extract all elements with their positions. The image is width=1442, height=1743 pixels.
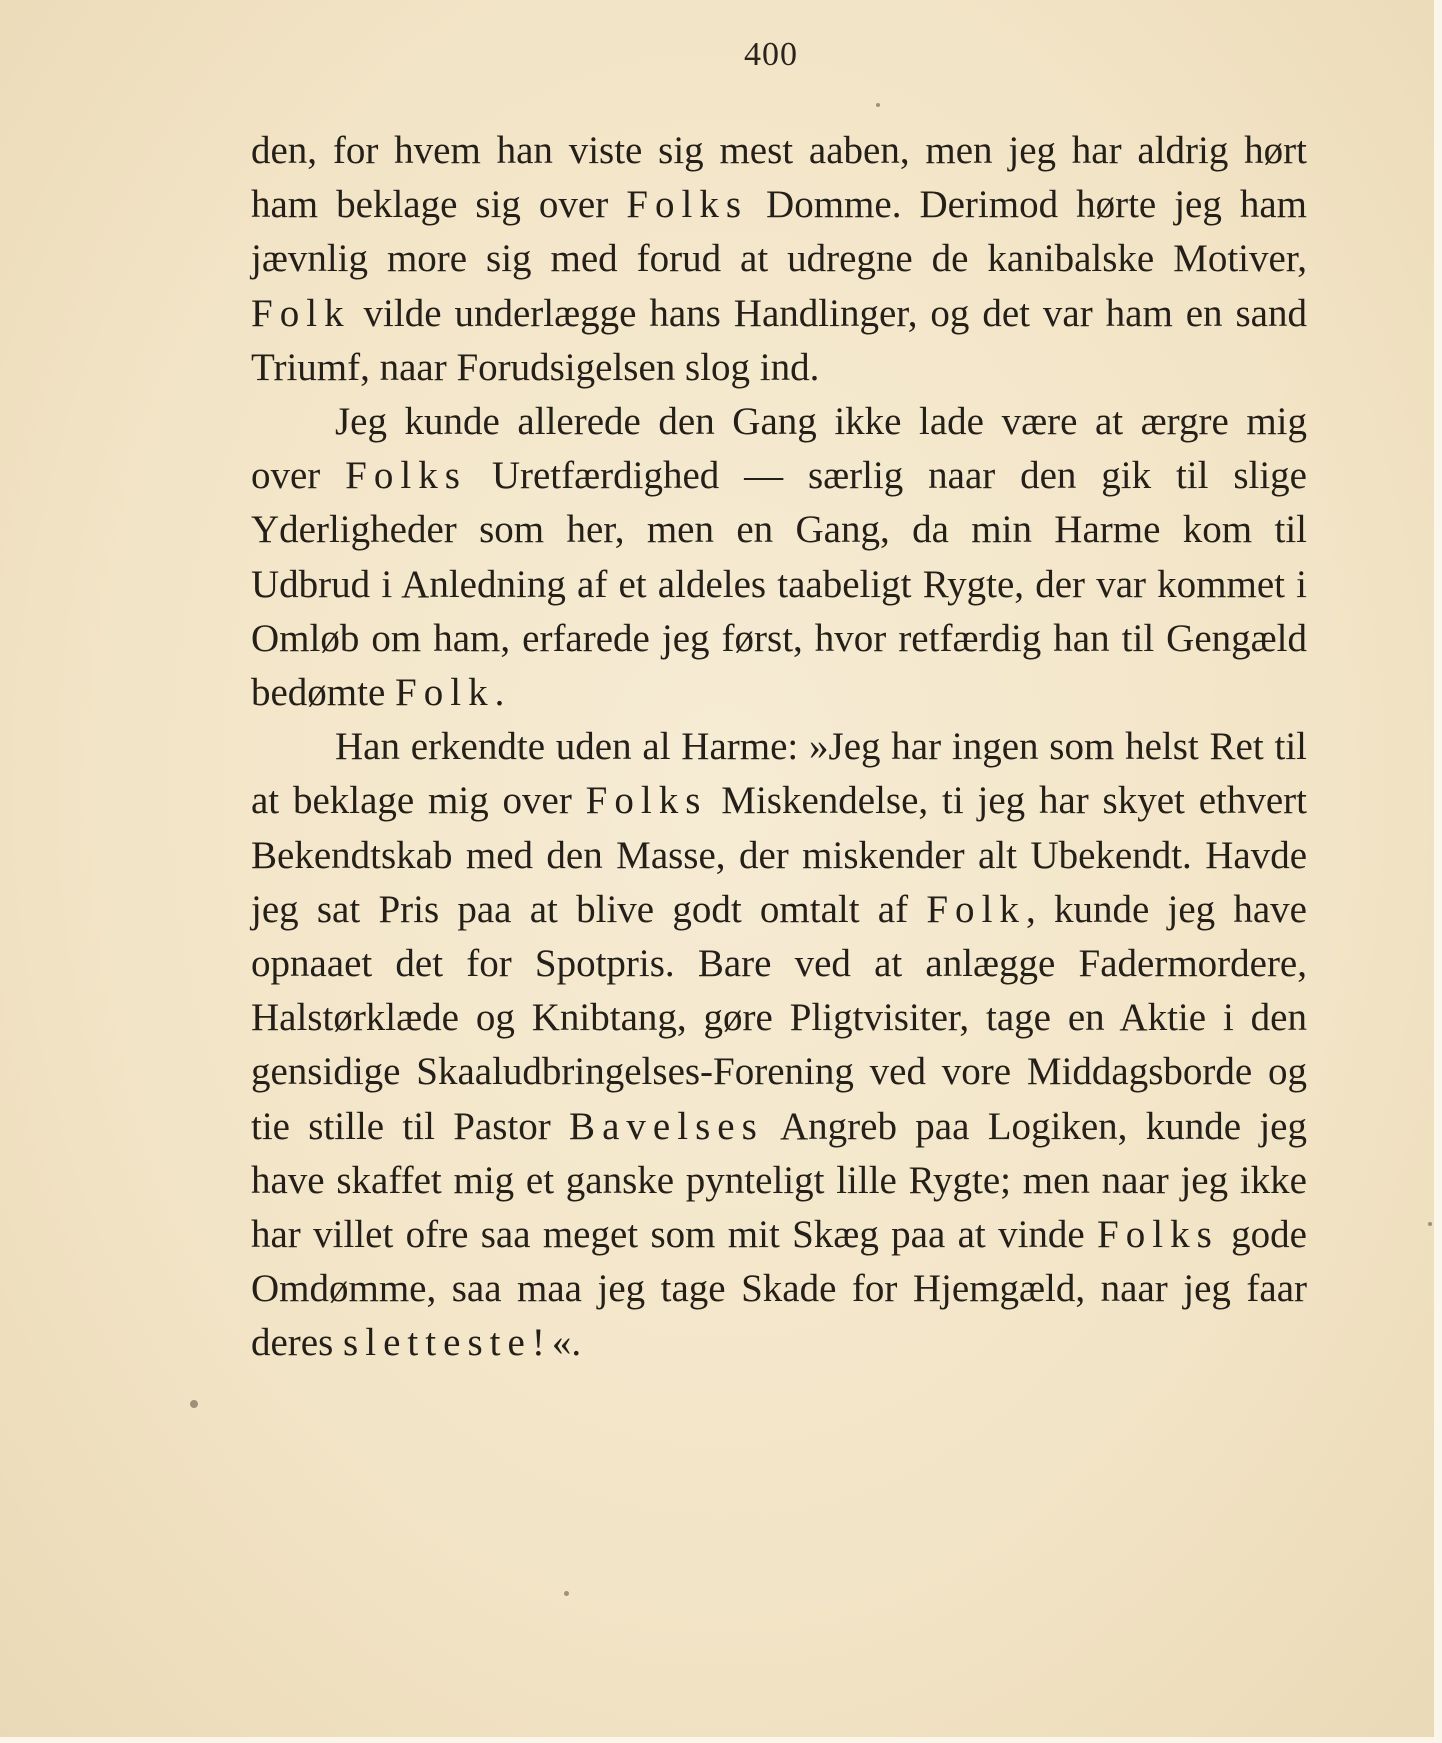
text-segment: Miskendelse, ti jeg har skyet ethvert Bekendtskab med den Masse, der miskender alt Ubekendt. Havde jeg sat Pris paa at blive godt omtalt af [251,779,1307,931]
text-segment: «. [551,1321,582,1365]
page-edge-right [1434,0,1442,1743]
text-segment: Uretfærdighed — særlig naar den gik til slige Yderligheder som her, men en Gang, da min Harme kom til Udbrud i Anledning af et aldeles taabeligt Rygte, der var kommet i Omløb om ham, erfarede jeg først, hvor retfærdig han til Gengæld bedømte [251,454,1307,715]
spaced-name-text: Folk [926,887,1026,931]
text-segment: den, for hvem han viste sig mest aaben, men jeg har aldrig hørt ham beklage sig over [251,129,1307,227]
spaced-name-text: Folk [251,291,351,335]
paragraph-2 [251,395,1307,720]
paragraph-3 [251,720,1307,1370]
paper-speck [1428,1222,1432,1226]
paper-speck [190,1400,198,1408]
spaced-name-text: Folks [1097,1213,1219,1257]
text-segment: Angreb paa Logiken, kunde jeg have skaffet mig et ganske pynteligt lille Rygte; men naar jeg ikke har villet ofre saa meget som mit Skæg paa at vinde [251,1104,1307,1257]
text-segment: , kunde jeg have opnaaet det for Spotpris. Bare ved at anlægge Fadermordere, Halstørklæde og Knibtang, gøre Pligtvisiter, tage en Aktie i den gensidige Skaaludbringelses-Forening ved vore Middagsborde og tie stille til Pastor [251,887,1307,1148]
spaced-name-text: Folk [395,671,495,715]
text-segment: Jeg kunde allerede den Gang ikke lade være at ærgre mig over [251,400,1307,498]
page-number: 400 [744,36,798,73]
text-segment: Han erkendte uden al Harme: »Jeg har ingen som helst Ret til at beklage mig over [251,725,1307,823]
text-segment: Domme. Derimod hørte jeg ham jævnlig more sig med forud at udregne de kanibalske Motiver, [251,183,1307,281]
page-edge-bottom [0,1737,1442,1743]
paragraph-1 [251,124,1307,395]
spaced-name-text: Folks [345,454,467,498]
text-segment: vilde underlægge hans Handlinger, og det var ham en sand Triumf, naar Forudsigelsen slog ind. [251,291,1307,389]
spaced-name-text: Folks [585,779,708,823]
text-segment: gode Omdømme, saa maa jeg tage Skade for Hjemgæld, naar jeg faar deres [251,1213,1307,1365]
paper-speck [564,1591,569,1596]
paper-speck [876,103,880,107]
spaced-name-text: Bavelses [569,1104,764,1148]
text-segment: . [494,671,505,715]
body-text [251,124,1307,1371]
spaced-name-text: sletteste! [343,1321,552,1365]
spaced-name-text: Folks [626,183,749,227]
